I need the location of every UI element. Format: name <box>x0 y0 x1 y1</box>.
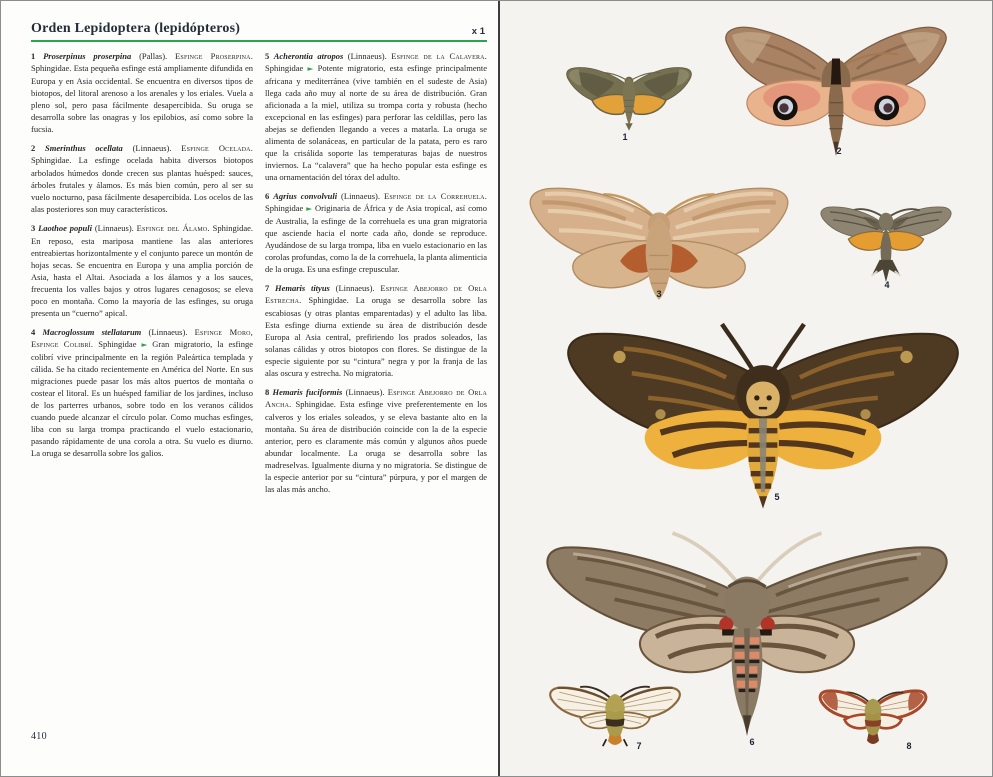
species-description: Gran migratorio, la esfinge colibrí vive principalmente en la región Paleártica templada y cálida. Se ha citado recientemente en América del Norte. En sus migraciones puede pasar los más altos puertos de montaña o costear el litoral. Es un huésped familiar de los jardines, incluso de los parterres urbanos, sobre todo en los veranos cálidos cuando puede alcanzar el círculo polar. Como muchas esfinges, liba con su larga trompa practicando el vuelo estacionario, pasando rápidamente de una corola a otra. Su vuelo es diurno. La oruga se desarrolla sobre los galios. <box>31 339 253 458</box>
page-number: 410 <box>31 731 47 742</box>
moth-illustration-icon <box>558 295 968 511</box>
page-header <box>31 21 487 37</box>
migration-arrow-icon: ► <box>306 204 312 213</box>
moth-illustration-icon <box>798 665 948 763</box>
moth-photo-hemaris-fuciformis <box>798 665 948 763</box>
species-common-name: Esfinge de la Calavera. <box>391 51 488 61</box>
family-name: Sphingidae <box>265 203 304 213</box>
species-name: Hemaris tityus <box>275 283 330 293</box>
species-common-name: Esfinge Moro, Esfinge Colibrí. <box>31 327 254 349</box>
text-columns <box>31 50 487 502</box>
figure-number-8: 8 <box>906 741 912 751</box>
species-name: Laothoe populi <box>38 223 92 233</box>
species-description: La esfinge ocelada habita diversos biotopos arbolados húmedos donde crecen sus plantas huésped: sauces, árboles frutales y álamos. Es más bien común, pero al ser su vuelo nocturno, pasa fácilmente desapercibida. Los ocelos de las alas posteriores son muy característicos. <box>31 155 253 214</box>
entry-number: 8 <box>265 387 270 397</box>
family-name: Sphingidae <box>265 63 304 73</box>
entry-number: 5 <box>265 51 270 61</box>
species-name: Macroglossum stellatarum <box>42 327 142 337</box>
species-author: (Linnaeus). <box>347 51 387 61</box>
species-author: (Linnaeus). <box>341 191 380 201</box>
moth-illustration-icon <box>528 659 702 762</box>
species-entry-4 <box>31 326 253 459</box>
species-name: Proserpinus proserpina <box>43 51 132 61</box>
moth-photo-laothoe-populi <box>520 155 798 303</box>
moth-illustration-icon <box>806 175 966 292</box>
species-entry-7 <box>265 282 487 379</box>
figure-number-4: 4 <box>884 280 890 290</box>
species-common-name: Esfinge Ocelada. <box>181 143 254 153</box>
figure-number-2: 2 <box>836 146 842 156</box>
entry-number: 2 <box>31 143 36 153</box>
moth-photo-macroglossum-stellatarum <box>806 175 966 292</box>
column-left <box>31 50 253 502</box>
species-author: (Linnaeus). <box>94 223 134 233</box>
figure-number-1: 1 <box>622 132 628 142</box>
species-author: (Linnaeus). <box>345 387 385 397</box>
species-common-name: Esfinge del Álamo. <box>136 223 210 233</box>
entry-number: 1 <box>31 51 36 61</box>
column-right <box>265 50 487 502</box>
species-author: (Pallas). <box>139 51 168 61</box>
family-name: Sphingidae. <box>212 223 253 233</box>
species-entry-1 <box>31 50 253 135</box>
species-description: Esta esfinge vive preferentemente en los calveros y los eriales soleados, y se eleva bastante alto en la montaña. Su área de distribución coincide con la de la especie anterior, pero es claramente más común y algunos años puede abundar localmente. La oruga se desarrolla sobre las madreselvas. Igualmente diurna y no migratoria. Se distingue de la especie anterior por su “cintura” púrpura, y por el margen de las alas más ancho. <box>265 399 488 494</box>
family-name: Sphingidae. <box>295 399 336 409</box>
moth-illustration-icon <box>706 11 966 158</box>
moth-photo-acherontia-atropos <box>558 295 968 511</box>
figure-number-3: 3 <box>656 289 662 299</box>
species-author: (Linnaeus). <box>148 327 188 337</box>
plate-scale-note: x 1 <box>471 26 485 37</box>
species-entry-2 <box>31 142 253 215</box>
figure-number-5: 5 <box>774 492 780 502</box>
moth-illustration-icon <box>555 45 703 143</box>
species-common-name: Esfinge Proserpina. <box>175 51 254 61</box>
species-name: Smerinthus ocellata <box>45 143 123 153</box>
species-name: Agrius convolvuli <box>273 191 338 201</box>
figure-number-6: 6 <box>749 737 755 747</box>
species-name: Acherontia atropos <box>273 51 344 61</box>
photo-plate-page <box>498 1 992 776</box>
species-entry-3 <box>31 222 253 319</box>
entry-number: 6 <box>265 191 270 201</box>
entry-number: 3 <box>31 223 36 233</box>
species-common-name: Esfinge Abejorro de Orla Estrecha. <box>265 283 488 305</box>
moth-illustration-icon <box>520 155 798 303</box>
species-common-name: Esfinge Abejorro de Orla Ancha. <box>265 387 488 409</box>
page-title: Orden Lepidoptera (lepidópteros) <box>31 21 241 36</box>
family-name: Sphingidae <box>98 339 137 349</box>
header-rule <box>31 40 487 42</box>
species-description: En reposo, esta mariposa mantiene las alas anteriores entreabiertas horizontalmente y el conjunto parece un montón de hojas secas. Se encuentra en Europa y una amplia porción de Asia, hasta el Altai. Asociada a los álamos y a los sauces, frecuenta los valles bajos y otros lugares cenagosos; se eleva poco en montaña. Como la mayoría de las esfinges, su oruga presenta un “cuerno” apical. <box>31 236 253 318</box>
migration-arrow-icon: ► <box>307 64 314 73</box>
migration-arrow-icon: ► <box>141 340 148 349</box>
moth-photo-smerinthus-ocellata <box>706 11 966 158</box>
moth-photo-proserpinus-proserpina <box>555 45 703 143</box>
species-common-name: Esfinge de la Correhuela. <box>383 191 488 201</box>
species-author: (Linnaeus). <box>335 283 375 293</box>
species-description: La oruga se desarrolla sobre las escabiosas (y otras plantas emparentadas) y el adulto las liba. Esta esfinge diurna extiende su área de distribución desde Europa al Asia central, prefiriendo los prados soleados, las solanas cálidas y otros biotopos con flores. Se distingue de la especie siguiente por su “cintura” negra y por la franja de las alas oscura y estrecha. No migratoria. <box>265 295 488 378</box>
species-author: (Linnaeus). <box>132 143 172 153</box>
species-description: Esta pequeña esfinge está ampliamente difundida en Europa y en Asia occidental. Se encuentra en diversos tipos de biotopos, del litoral arenoso a los arenales y los eriales. Vuela a pleno sol, pero pasa fácilmente desapercibida. Su oruga se desarrolla sobre las onagras y los epilobios, así como sobre la fucsia. <box>31 63 253 134</box>
family-name: Sphingidae. <box>308 295 349 305</box>
species-entry-8 <box>265 386 487 495</box>
moth-photo-hemaris-tityus <box>528 659 702 762</box>
species-description: Potente migratorio, esta esfinge principalmente africana y mediterránea (vive también en el sudeste de Asia) llega cada año muy al norte de su área de distribución. Gran aficionada a la miel, utiliza su trompa corta y robusta (hecho excepcional en las esfinges) para perforar las celdillas, pero las abejas se defienden llegando a veces a matarla. La oruga se alimenta de solanáceas, en particular de la patata, pero es raro que la crisálida soporte las temperaturas bajas de nuestros inviernos. La “calavera” que ha hecho popular esta esfinge es una ornamentación del tórax del adulto. <box>265 63 488 182</box>
figure-number-7: 7 <box>636 741 642 751</box>
species-description: Originaria de África y de Asia tropical, así como de Australia, la esfinge de la correhuela es una gran migratoria que asciende hacia el norte cada año, donde se reproduce. Ayudándose de su larga trompa, liba en vuelo estacionario en las corolas profundas, como la de la correhuela, la planta alimenticia de la oruga. Es una esfinge crepuscular. <box>265 203 487 274</box>
species-entry-6 <box>265 190 487 275</box>
entry-number: 4 <box>31 327 36 337</box>
family-name: Sphingidae. <box>31 63 72 73</box>
species-entry-5 <box>265 50 487 183</box>
family-name: Sphingidae. <box>31 155 72 165</box>
entry-number: 7 <box>265 283 270 293</box>
text-page <box>1 1 498 776</box>
species-name: Hemaris fuciformis <box>272 387 343 397</box>
